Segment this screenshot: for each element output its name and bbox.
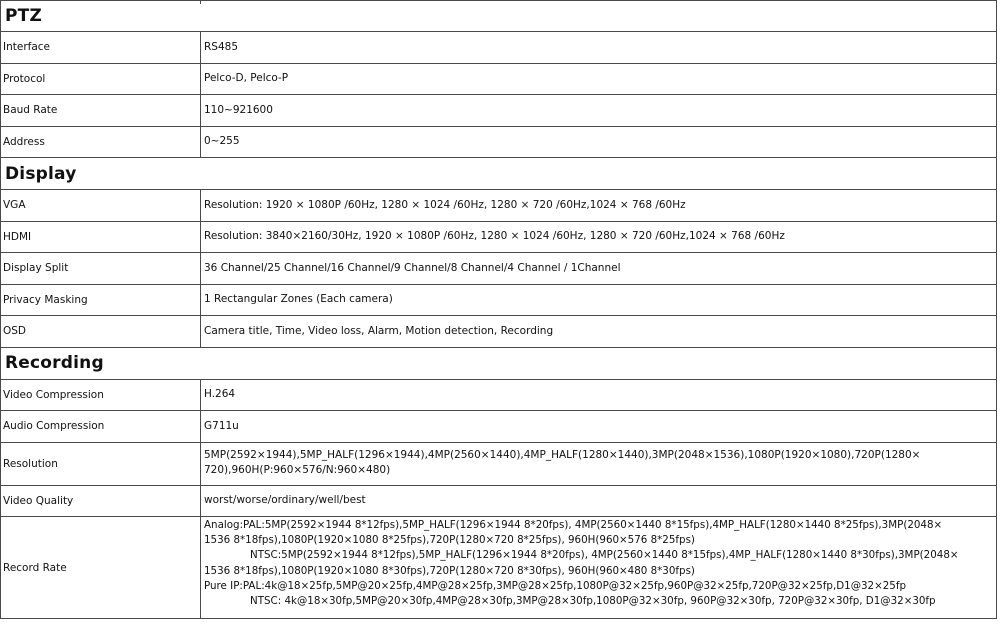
row-value: worst/worse/ordinary/well/best (204, 494, 366, 507)
row-label: Privacy Masking (1, 285, 201, 316)
row-value: G711u (204, 419, 239, 432)
table-row (0, 411, 997, 443)
table-row (0, 127, 997, 159)
row-label: Display Split (1, 253, 201, 284)
value-line: Analog:PAL:5MP(2592×1944 8*12fps),5MP_HALF(1296×1944 8*20fps), 4MP(2560×1440 8*15fps),4MP_HALF(1280×1440 8*25fps),3MP(2048× (204, 519, 943, 531)
section-title: Display (5, 163, 77, 184)
value-line: NTSC: 4k@18×30fp,5MP@20×30fp,4MP@28×30fp,3MP@28×30fp,1080P@32×30fp, 960P@32×30fp, 720P@32×30fp, D1@32×30fp (250, 595, 936, 608)
row-value (201, 443, 996, 485)
value-line: 1536 8*18fps),1080P(1920×1080 8*25fps),720P(1280×720 8*25fps), 960H(960×576 8*25fps) (204, 534, 695, 547)
row-label: Audio Compression (1, 411, 201, 442)
row-value: 1 Rectangular Zones (Each camera) (204, 293, 393, 306)
value-line: NTSC:5MP(2592×1944 8*12fps),5MP_HALF(1296×1944 8*20fps), 4MP(2560×1440 8*15fps),4MP_HALF(1280×1440 8*30fps),3MP(2048× (250, 549, 959, 562)
section-header-recording (0, 348, 997, 380)
row-label: Interface (1, 32, 201, 63)
table-row (0, 32, 997, 64)
row-label: Protocol (1, 64, 201, 95)
row-value: 36 Channel/25 Channel/16 Channel/9 Channel/8 Channel/4 Channel / 1Channel (204, 261, 621, 274)
row-value: H.264 (204, 388, 236, 401)
table-row (0, 222, 997, 254)
row-label: HDMI (1, 222, 201, 253)
section-header-ptz (0, 0, 997, 32)
section-header-display (0, 158, 997, 190)
row-label: Baud Rate (1, 95, 201, 126)
table-row (0, 190, 997, 222)
row-value: 110~921600 (204, 103, 273, 116)
table-row (0, 517, 997, 619)
row-value: Camera title, Time, Video loss, Alarm, Motion detection, Recording (204, 324, 554, 337)
row-value: Resolution: 1920 × 1080P /60Hz, 1280 × 1024 /60Hz, 1280 × 720 /60Hz,1024 × 768 /60Hz (204, 198, 686, 211)
row-value: Resolution: 3840×2160/30Hz, 1920 × 1080P /60Hz, 1280 × 1024 /60Hz, 1280 × 720 /60Hz,1024 × 768 /60Hz (204, 230, 785, 243)
table-row (0, 486, 997, 518)
row-label: Address (1, 127, 201, 158)
value-line: 5MP(2592×1944),5MP_HALF(1296×1944),4MP(2560×1440),4MP_HALF(1280×1440),3MP(2048×1536),1080P(1920×1080),720P(1280× (204, 448, 921, 461)
row-label: Video Compression (1, 380, 201, 411)
row-value: 0~255 (204, 135, 240, 148)
row-label: Resolution (1, 443, 201, 485)
table-row (0, 380, 997, 412)
table-row (0, 316, 997, 348)
row-value: Pelco-D, Pelco-P (204, 72, 289, 85)
row-label: Record Rate (1, 517, 201, 618)
value-line: Pure IP:PAL:4k@18×25fp,5MP@20×25fp,4MP@28×25fp,3MP@28×25fp,1080P@32×25fp,960P@32×25fp,720P@32×25fp,D1@32×25fp (204, 579, 906, 592)
row-label: Video Quality (1, 486, 201, 517)
table-row (0, 64, 997, 96)
table-row (0, 443, 997, 486)
section-title: PTZ (5, 6, 42, 26)
row-label: VGA (1, 190, 201, 221)
row-value: RS485 (204, 40, 239, 53)
row-value (201, 517, 996, 618)
value-line: 1536 8*18fps),1080P(1920×1080 8*30fps),720P(1280×720 8*30fps), 960H(960×480 8*30fps) (204, 564, 695, 577)
table-row (0, 253, 997, 285)
table-row (0, 95, 997, 127)
section-title: Recording (5, 353, 104, 373)
value-line: 720),960H(P:960×576/N:960×480) (204, 463, 391, 476)
row-label: OSD (1, 316, 201, 347)
table-row (0, 285, 997, 317)
